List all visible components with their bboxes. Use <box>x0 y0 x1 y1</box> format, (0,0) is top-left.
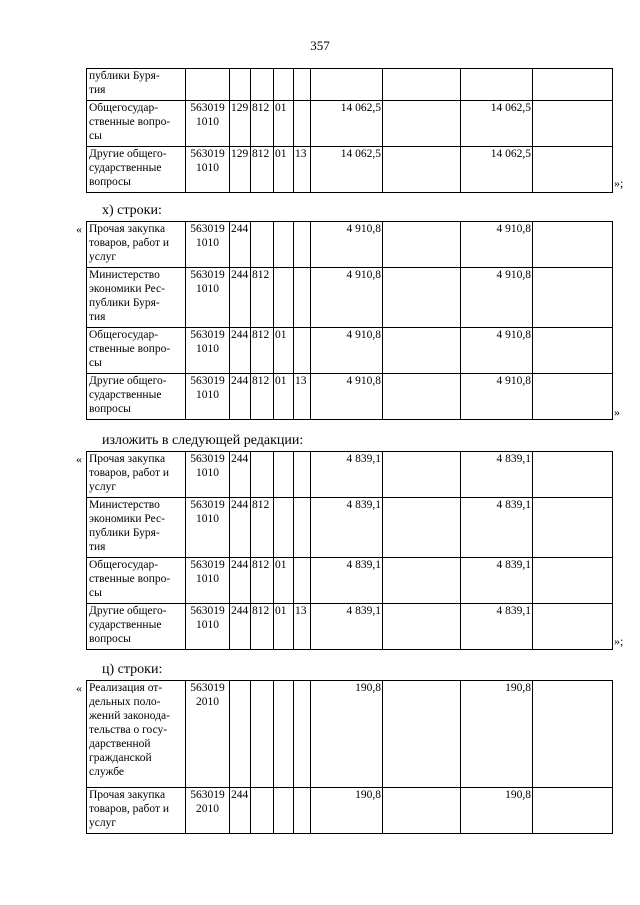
rz-cell <box>274 222 294 268</box>
name-cell: Общегосудар- ственные вопро- сы <box>87 101 186 147</box>
rz-cell <box>274 69 294 101</box>
pr-cell <box>294 69 311 101</box>
pr-cell <box>294 681 311 788</box>
name-cell: Прочая закупка товаров, работ и услуг <box>87 452 186 498</box>
pr-cell <box>294 268 311 328</box>
empty-cell <box>533 681 613 788</box>
value-cell <box>461 69 533 101</box>
empty-cell <box>383 788 461 834</box>
code-cell: 563019 2010 <box>186 681 230 788</box>
value-cell: 190,8 <box>311 788 383 834</box>
value-cell: 4 839,1 <box>461 558 533 604</box>
budget-table-ts <box>86 680 613 834</box>
name-cell: Министерство экономики Рес- публики Буря- тия <box>87 498 186 558</box>
value-cell: 4 839,1 <box>461 604 533 650</box>
empty-cell <box>383 681 461 788</box>
empty-cell <box>383 101 461 147</box>
vr-cell: 129 <box>230 147 251 193</box>
value-cell: 4 910,8 <box>461 374 533 420</box>
pr-cell: 13 <box>294 604 311 650</box>
code-cell <box>186 69 230 101</box>
empty-cell <box>533 604 613 650</box>
rz-cell: 01 <box>274 374 294 420</box>
code-cell: 563019 1010 <box>186 558 230 604</box>
pr-cell <box>294 558 311 604</box>
empty-cell <box>533 452 613 498</box>
pr-cell <box>294 452 311 498</box>
grbs-cell: 812 <box>251 147 274 193</box>
budget-table-new-edition <box>86 451 613 650</box>
vr-cell: 244 <box>230 788 251 834</box>
grbs-cell: 812 <box>251 498 274 558</box>
empty-cell <box>383 374 461 420</box>
rz-cell <box>274 788 294 834</box>
vr-cell <box>230 681 251 788</box>
name-cell: Министерство экономики Рес- публики Буря- тия <box>87 268 186 328</box>
name-cell: Другие общего- сударственные вопросы <box>87 147 186 193</box>
value-cell: 4 839,1 <box>311 452 383 498</box>
table-row <box>87 101 613 147</box>
code-cell: 563019 1010 <box>186 147 230 193</box>
empty-cell <box>383 147 461 193</box>
empty-cell <box>383 328 461 374</box>
empty-cell <box>533 147 613 193</box>
vr-cell: 244 <box>230 452 251 498</box>
table-row <box>87 788 613 834</box>
name-cell: Прочая закупка товаров, работ и услуг <box>87 788 186 834</box>
table-row <box>87 328 613 374</box>
pr-cell <box>294 101 311 147</box>
value-cell: 4 839,1 <box>311 604 383 650</box>
empty-cell <box>383 222 461 268</box>
grbs-cell <box>251 69 274 101</box>
vr-cell <box>230 69 251 101</box>
code-cell: 563019 1010 <box>186 452 230 498</box>
code-cell: 563019 1010 <box>186 328 230 374</box>
value-cell: 190,8 <box>461 681 533 788</box>
empty-cell <box>533 222 613 268</box>
empty-cell <box>383 452 461 498</box>
value-cell: 14 062,5 <box>311 147 383 193</box>
budget-table-kh <box>86 221 613 420</box>
closing-quote: »; <box>614 634 624 648</box>
grbs-cell: 812 <box>251 558 274 604</box>
rz-cell <box>274 452 294 498</box>
empty-cell <box>533 268 613 328</box>
rz-cell <box>274 268 294 328</box>
empty-cell <box>383 268 461 328</box>
grbs-cell: 812 <box>251 374 274 420</box>
value-cell: 4 839,1 <box>311 498 383 558</box>
value-cell: 4 839,1 <box>311 558 383 604</box>
table-row <box>87 222 613 268</box>
vr-cell: 244 <box>230 328 251 374</box>
pr-cell <box>294 328 311 374</box>
table-row <box>87 604 613 650</box>
name-cell: Другие общего- сударственные вопросы <box>87 604 186 650</box>
value-cell: 4 910,8 <box>311 328 383 374</box>
value-cell: 14 062,5 <box>461 101 533 147</box>
code-cell: 563019 1010 <box>186 101 230 147</box>
value-cell: 4 910,8 <box>311 222 383 268</box>
vr-cell: 244 <box>230 268 251 328</box>
value-cell: 4 839,1 <box>461 452 533 498</box>
closing-quote: »; <box>614 176 624 190</box>
empty-cell <box>533 558 613 604</box>
name-cell: Общегосудар- ственные вопро- сы <box>87 558 186 604</box>
section-heading-ts: ц) строки: <box>102 662 163 677</box>
value-cell: 190,8 <box>461 788 533 834</box>
grbs-cell: 812 <box>251 328 274 374</box>
budget-table-continuation <box>86 68 613 193</box>
name-cell: Прочая закупка товаров, работ и услуг <box>87 222 186 268</box>
grbs-cell <box>251 788 274 834</box>
rz-cell: 01 <box>274 604 294 650</box>
code-cell: 563019 2010 <box>186 788 230 834</box>
rz-cell: 01 <box>274 328 294 374</box>
empty-cell <box>383 69 461 101</box>
empty-cell <box>533 328 613 374</box>
value-cell: 4 910,8 <box>461 222 533 268</box>
vr-cell: 129 <box>230 101 251 147</box>
name-cell: публики Буря- тия <box>87 69 186 101</box>
empty-cell <box>533 498 613 558</box>
grbs-cell <box>251 681 274 788</box>
code-cell: 563019 1010 <box>186 374 230 420</box>
empty-cell <box>533 788 613 834</box>
page-number: 357 <box>310 38 330 53</box>
empty-cell <box>383 558 461 604</box>
code-cell: 563019 1010 <box>186 268 230 328</box>
code-cell: 563019 1010 <box>186 222 230 268</box>
value-cell: 4 910,8 <box>461 328 533 374</box>
value-cell: 4 839,1 <box>461 498 533 558</box>
rz-cell: 01 <box>274 101 294 147</box>
table-row <box>87 268 613 328</box>
value-cell: 14 062,5 <box>461 147 533 193</box>
opening-quote: « <box>76 681 82 695</box>
table-row <box>87 69 613 101</box>
value-cell <box>311 69 383 101</box>
code-cell: 563019 1010 <box>186 498 230 558</box>
rz-cell: 01 <box>274 147 294 193</box>
value-cell: 4 910,8 <box>461 268 533 328</box>
pr-cell <box>294 222 311 268</box>
rz-cell <box>274 498 294 558</box>
empty-cell <box>533 374 613 420</box>
rz-cell <box>274 681 294 788</box>
vr-cell: 244 <box>230 498 251 558</box>
name-cell: Другие общего- сударственные вопросы <box>87 374 186 420</box>
value-cell: 4 910,8 <box>311 374 383 420</box>
table-row <box>87 498 613 558</box>
table-row <box>87 452 613 498</box>
pr-cell <box>294 788 311 834</box>
opening-quote: « <box>76 452 82 466</box>
empty-cell <box>533 101 613 147</box>
grbs-cell: 812 <box>251 268 274 328</box>
pr-cell <box>294 498 311 558</box>
grbs-cell <box>251 222 274 268</box>
vr-cell: 244 <box>230 222 251 268</box>
vr-cell: 244 <box>230 604 251 650</box>
pr-cell: 13 <box>294 374 311 420</box>
table-row <box>87 681 613 788</box>
table-row <box>87 374 613 420</box>
name-cell: Реализация от- дельных поло- жений законода- тельства о госу- дарственной гражданской службе <box>87 681 186 788</box>
table-row <box>87 558 613 604</box>
grbs-cell <box>251 452 274 498</box>
closing-quote: » <box>614 405 620 419</box>
opening-quote: « <box>76 222 82 236</box>
value-cell: 14 062,5 <box>311 101 383 147</box>
empty-cell <box>383 498 461 558</box>
value-cell: 4 910,8 <box>311 268 383 328</box>
code-cell: 563019 1010 <box>186 604 230 650</box>
rz-cell: 01 <box>274 558 294 604</box>
empty-cell <box>533 69 613 101</box>
value-cell: 190,8 <box>311 681 383 788</box>
grbs-cell: 812 <box>251 604 274 650</box>
table-row <box>87 147 613 193</box>
vr-cell: 244 <box>230 374 251 420</box>
empty-cell <box>383 604 461 650</box>
name-cell: Общегосудар- ственные вопро- сы <box>87 328 186 374</box>
section-heading-kh: х) строки: <box>102 203 162 218</box>
pr-cell: 13 <box>294 147 311 193</box>
grbs-cell: 812 <box>251 101 274 147</box>
section-heading-new-edition: изложить в следующей редакции: <box>102 433 304 448</box>
vr-cell: 244 <box>230 558 251 604</box>
